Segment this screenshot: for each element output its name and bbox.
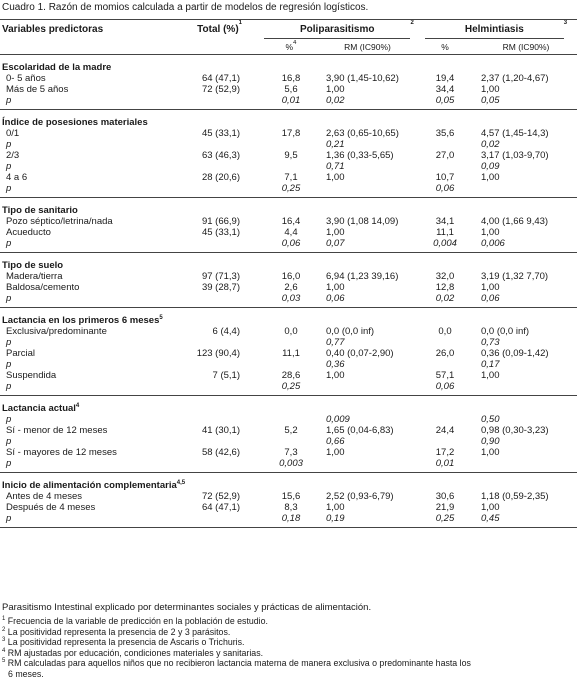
cell-rm1 xyxy=(320,381,415,392)
cell-rm2: 1,00 xyxy=(481,282,500,293)
table-row xyxy=(0,227,577,238)
p-value-row xyxy=(0,513,577,524)
cell-label: Parcial xyxy=(6,348,36,359)
header-pct-poli: %$^4$ xyxy=(262,40,320,55)
cell-rm2: 0,02 xyxy=(481,139,500,150)
cell-p1: 0,18 xyxy=(281,513,301,524)
cell-total: 64 (47,1) xyxy=(201,73,240,84)
cell-rm2: 1,00 xyxy=(481,447,500,458)
cell-label: p xyxy=(6,238,12,249)
cell-rm1: 0,0 (0,0 inf) xyxy=(326,326,375,337)
table-row xyxy=(0,150,577,161)
cell-rm2: 4,57 (1,45-14,3) xyxy=(481,128,549,139)
cell-p1: 7,1 xyxy=(284,172,298,183)
cell-p1: 16,4 xyxy=(281,216,301,227)
cell-p1: 16,0 xyxy=(281,271,301,282)
p-value-row xyxy=(0,238,577,249)
cell-p2: 0,25 xyxy=(435,513,455,524)
p-value-row xyxy=(0,139,577,150)
cell-rm1: 0,02 xyxy=(326,95,345,106)
cell-total xyxy=(165,458,262,469)
cell-p2: 0,004 xyxy=(433,238,457,249)
cell-rm1: 0,40 (0,07-2,90) xyxy=(326,348,394,359)
table-row xyxy=(0,491,577,502)
footnote: $^2$ La positividad representa la presencia de 2 y 3 parásitos. xyxy=(2,626,231,637)
cell-total xyxy=(165,161,262,172)
cell-rm2: 1,00 xyxy=(481,370,500,381)
cell-p2: 10,7 xyxy=(435,172,455,183)
table-row xyxy=(0,216,577,227)
cell-rm2: 3,19 (1,32 7,70) xyxy=(481,271,549,282)
cell-p2: 12,8 xyxy=(435,282,455,293)
table-row xyxy=(0,370,577,381)
table-row xyxy=(0,128,577,139)
cell-rm2: 0,05 xyxy=(481,95,500,106)
cell-p2: 0,06 xyxy=(435,381,455,392)
cell-label: p xyxy=(6,458,12,469)
cell-p2: 34,1 xyxy=(435,216,455,227)
table-row xyxy=(0,172,577,183)
header-rm-helm: RM (IC90%) xyxy=(475,40,577,55)
cell-rm2: 0,17 xyxy=(481,359,500,370)
cell-rm1: 2,63 (0,65-10,65) xyxy=(326,128,399,139)
cell-p1: 0,25 xyxy=(281,183,301,194)
cell-rm1: 1,65 (0,04-6,83) xyxy=(326,425,394,436)
footnotes xyxy=(2,616,577,680)
cell-rm1: 0,06 xyxy=(326,293,345,304)
cell-total: 58 (42,6) xyxy=(201,447,240,458)
cell-total xyxy=(165,95,262,106)
p-value-row xyxy=(0,293,577,304)
table-row xyxy=(0,84,577,95)
cell-total xyxy=(165,513,262,524)
cell-label: p xyxy=(6,183,12,194)
cell-p1: 8,3 xyxy=(284,502,298,513)
cell-rm2: 0,36 (0,09-1,42) xyxy=(481,348,549,359)
cell-total xyxy=(165,337,262,348)
cell-total: 6 (4,4) xyxy=(212,326,240,337)
header-helmintiasis: Helmintiasis$^3$ xyxy=(415,20,577,41)
cell-total: 41 (30,1) xyxy=(201,425,240,436)
cell-label: 4 a 6 xyxy=(6,172,28,183)
cell-label: Baldosa/cemento xyxy=(6,282,80,293)
cell-rm2: 2,37 (1,20-4,67) xyxy=(481,73,549,84)
cell-label: p xyxy=(6,359,12,370)
cell-p2 xyxy=(415,359,475,370)
table-row xyxy=(0,348,577,359)
cell-rm1 xyxy=(320,183,415,194)
table-row xyxy=(0,326,577,337)
cell-p2: 57,1 xyxy=(435,370,455,381)
cell-rm2: 1,00 xyxy=(481,227,500,238)
cell-p2 xyxy=(415,161,475,172)
section-title: Tipo de sanitario xyxy=(2,205,78,216)
cell-p1: 28,6 xyxy=(281,370,301,381)
cell-p2: 32,0 xyxy=(435,271,455,282)
cell-p2: 21,9 xyxy=(435,502,455,513)
cell-rm1: 0,19 xyxy=(326,513,345,524)
section-divider xyxy=(0,524,577,528)
cell-total xyxy=(165,139,262,150)
cell-total xyxy=(165,293,262,304)
cell-rm2: 1,00 xyxy=(481,172,500,183)
cell-total: 91 (66,9) xyxy=(201,216,240,227)
cell-p2: 0,01 xyxy=(435,458,455,469)
cell-rm1: 1,00 xyxy=(326,172,345,183)
cell-p1: 4,4 xyxy=(284,227,298,238)
cell-total: 97 (71,3) xyxy=(201,271,240,282)
table-row xyxy=(0,282,577,293)
cell-label: 0- 5 años xyxy=(6,73,46,84)
cell-label: Suspendida xyxy=(6,370,57,381)
cell-p1: 16,8 xyxy=(281,73,301,84)
cell-label: p xyxy=(6,95,12,106)
cell-rm1: 1,00 xyxy=(326,84,345,95)
p-value-row xyxy=(0,381,577,392)
footnote: $^1$ Frecuencia de la variable de predicción en la población de estudio. xyxy=(2,616,268,626)
cell-p1 xyxy=(262,414,320,425)
cell-label: p xyxy=(6,139,12,150)
cell-label: Acueducto xyxy=(6,227,51,238)
cell-total: 123 (90,4) xyxy=(196,348,240,359)
section-title: Lactancia actual$^4$ xyxy=(2,403,80,414)
cell-label: Madera/tierra xyxy=(6,271,63,282)
footnote: $^4$ RM ajustadas por educación, condiciones materiales y sanitarias. xyxy=(2,647,264,658)
cell-label: Pozo séptico/letrina/nada xyxy=(6,216,113,227)
section-title: Tipo de suelo xyxy=(2,260,64,271)
cell-total: 72 (52,9) xyxy=(201,84,240,95)
cell-rm2: 4,00 (1,66 9,43) xyxy=(481,216,549,227)
cell-p1: 5,2 xyxy=(284,425,298,436)
cell-rm1: 1,00 xyxy=(326,447,345,458)
section-title: Índice de posesiones materiales xyxy=(2,117,148,128)
cell-rm1: 1,36 (0,33-5,65) xyxy=(326,150,394,161)
cell-rm1: 2,52 (0,93-6,79) xyxy=(326,491,394,502)
cell-p2: 17,2 xyxy=(435,447,455,458)
cell-p1: 0,003 xyxy=(279,458,303,469)
cell-rm2: 1,00 xyxy=(481,84,500,95)
cell-p1: 11,1 xyxy=(282,348,300,359)
cell-p2 xyxy=(415,436,475,447)
cell-p2: 24,4 xyxy=(435,425,455,436)
table-caption: Cuadro 1. Razón de momios calculada a partir de modelos de regresión logísticos. xyxy=(2,2,369,13)
section-title: Inicio de alimentación complementaria$^{4,5}$ xyxy=(2,480,186,491)
cell-rm1: 1,00 xyxy=(326,502,345,513)
cell-total: 45 (33,1) xyxy=(201,128,240,139)
cell-rm2: 3,17 (1,03-9,70) xyxy=(481,150,549,161)
cell-rm1: 0,66 xyxy=(326,436,345,447)
cell-rm2: 0,45 xyxy=(481,513,500,524)
table-row xyxy=(0,502,577,513)
cell-rm1: 3,90 (1,08 14,09) xyxy=(326,216,399,227)
regression-table xyxy=(0,19,577,528)
cell-rm1: 0,77 xyxy=(326,337,345,348)
cell-total xyxy=(165,359,262,370)
cell-rm2: 0,98 (0,30-3,23) xyxy=(481,425,549,436)
cell-p1 xyxy=(262,161,320,172)
cell-p1 xyxy=(262,337,320,348)
footnote: $^3$ La positividad representa la presencia de Ascaris o Trichuris. xyxy=(2,637,245,648)
p-value-row xyxy=(0,436,577,447)
cell-rm2: 0,50 xyxy=(481,414,500,425)
cell-rm1 xyxy=(320,458,415,469)
cell-rm2 xyxy=(475,183,577,194)
cell-p2 xyxy=(415,337,475,348)
p-value-row xyxy=(0,414,577,425)
cell-rm2: 0,73 xyxy=(481,337,500,348)
cell-label: p xyxy=(6,436,12,447)
cell-rm1: 0,07 xyxy=(326,238,345,249)
cell-label: p xyxy=(6,161,12,172)
p-value-row xyxy=(0,337,577,348)
cell-p1: 7,3 xyxy=(284,447,298,458)
table-row xyxy=(0,447,577,458)
table-row xyxy=(0,425,577,436)
cell-rm2 xyxy=(475,381,577,392)
section-title: Lactancia en los primeros 6 meses$^5$ xyxy=(2,315,163,326)
cell-total: 39 (28,7) xyxy=(201,282,240,293)
cell-p1: 0,0 xyxy=(284,326,298,337)
cell-label: p xyxy=(6,293,12,304)
p-value-row xyxy=(0,183,577,194)
cell-p2: 27,0 xyxy=(435,150,455,161)
cell-p1 xyxy=(262,139,320,150)
cell-p2: 34,4 xyxy=(435,84,455,95)
header-poliparasitismo: Poliparasitismo$^2$ xyxy=(262,20,415,41)
cell-total xyxy=(165,414,262,425)
header-rm-poli: RM (IC90%) xyxy=(320,40,415,55)
cell-p2: 11,1 xyxy=(436,227,454,238)
cell-p1: 9,5 xyxy=(284,150,298,161)
cell-p1: 0,25 xyxy=(281,381,301,392)
p-value-row xyxy=(0,161,577,172)
cell-p2: 19,4 xyxy=(435,73,455,84)
cell-rm2 xyxy=(475,458,577,469)
cell-label: Más de 5 años xyxy=(6,84,69,95)
p-value-row xyxy=(0,95,577,106)
cell-total xyxy=(165,238,262,249)
footnote: 6 meses. xyxy=(8,668,44,679)
footnote: $^5$ RM calculadas para aquellos niños que no recibieron lactancia materna de manera exclusiva o predominante hasta los xyxy=(2,658,471,669)
cell-rm1: 0,009 xyxy=(326,414,350,425)
cell-label: Exclusiva/predominante xyxy=(6,326,107,337)
cell-p2 xyxy=(415,414,475,425)
cell-label: p xyxy=(6,337,12,348)
cell-label: p xyxy=(6,414,12,425)
cell-rm1: 1,00 xyxy=(326,282,345,293)
cell-label: Antes de 4 meses xyxy=(6,491,83,502)
cell-rm2: 1,00 xyxy=(481,502,500,513)
cell-rm1: 1,00 xyxy=(326,370,345,381)
cell-rm2: 0,06 xyxy=(481,293,500,304)
p-value-row xyxy=(0,359,577,370)
cell-rm2: 0,0 (0,0 inf) xyxy=(481,326,530,337)
table-row xyxy=(0,271,577,282)
cell-label: 0/1 xyxy=(6,128,20,139)
cell-rm2: 0,09 xyxy=(481,161,500,172)
cell-rm1: 0,71 xyxy=(326,161,345,172)
cell-rm1: 0,21 xyxy=(326,139,345,150)
cell-rm2: 1,18 (0,59-2,35) xyxy=(481,491,549,502)
cell-p1: 2,6 xyxy=(284,282,298,293)
cell-total xyxy=(165,183,262,194)
cell-p1: 0,06 xyxy=(281,238,301,249)
cell-total: 72 (52,9) xyxy=(201,491,240,502)
cell-label: Sí - mayores de 12 meses xyxy=(6,447,117,458)
cell-label: Sí - menor de 12 meses xyxy=(6,425,108,436)
cell-rm1: 3,90 (1,45-10,62) xyxy=(326,73,399,84)
cell-rm2: 0,006 xyxy=(481,238,505,249)
table-row xyxy=(0,73,577,84)
cell-p2: 0,06 xyxy=(435,183,455,194)
cell-p2: 0,05 xyxy=(435,95,455,106)
cell-total: 45 (33,1) xyxy=(201,227,240,238)
header-pct-helm: % xyxy=(415,40,475,55)
table-footer: Parasitismo Intestinal explicado por determinantes sociales y prácticas de alimentación. xyxy=(2,602,372,613)
header-total: Total (%)$^1$ xyxy=(165,20,262,41)
cell-p2: 0,02 xyxy=(435,293,455,304)
cell-rm2: 0,90 xyxy=(481,436,500,447)
cell-p2: 30,6 xyxy=(435,491,455,502)
section-title: Escolaridad de la madre xyxy=(2,62,112,73)
p-value-row xyxy=(0,458,577,469)
cell-p1: 5,6 xyxy=(284,84,298,95)
cell-p1: 0,01 xyxy=(281,95,301,106)
cell-label: Después de 4 meses xyxy=(6,502,96,513)
cell-p1 xyxy=(262,436,320,447)
cell-p1 xyxy=(262,359,320,370)
cell-p2: 26,0 xyxy=(435,348,455,359)
cell-label: 2/3 xyxy=(6,150,20,161)
cell-p2: 35,6 xyxy=(435,128,455,139)
cell-p1: 0,03 xyxy=(281,293,301,304)
cell-label: p xyxy=(6,513,12,524)
cell-total: 28 (20,6) xyxy=(201,172,240,183)
cell-p2 xyxy=(415,139,475,150)
cell-label: p xyxy=(6,381,12,392)
cell-rm1: 1,00 xyxy=(326,227,345,238)
cell-total: 64 (47,1) xyxy=(201,502,240,513)
cell-total xyxy=(165,381,262,392)
cell-rm1: 0,36 xyxy=(326,359,345,370)
cell-total: 63 (46,3) xyxy=(201,150,240,161)
cell-p1: 15,6 xyxy=(281,491,301,502)
cell-p2: 0,0 xyxy=(438,326,452,337)
cell-p1: 17,8 xyxy=(281,128,301,139)
cell-total: 7 (5,1) xyxy=(212,370,240,381)
cell-total xyxy=(165,436,262,447)
header-variables: Variables predictoras xyxy=(0,20,165,41)
cell-rm1: 6,94 (1,23 39,16) xyxy=(326,271,399,282)
